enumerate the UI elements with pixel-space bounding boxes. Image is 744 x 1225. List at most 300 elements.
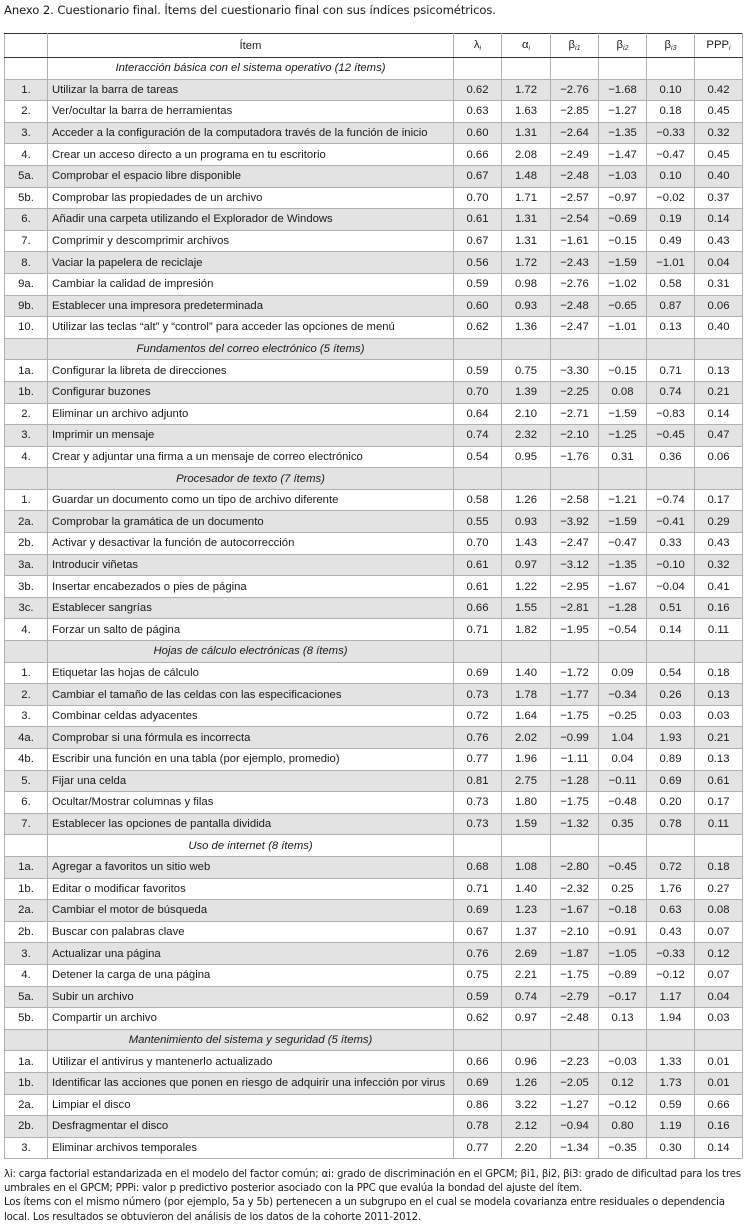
psychometric-table	[4, 33, 743, 1159]
alpha-value: 1.48	[502, 165, 551, 187]
table-row	[5, 533, 743, 555]
item-label: Comprobar la gramática de un documento	[48, 511, 454, 533]
ppp-value: 0.03	[695, 705, 743, 727]
lambda-value: 0.62	[454, 1008, 502, 1030]
ppp-value: 0.16	[695, 597, 743, 619]
section-empty-cell	[647, 835, 695, 857]
beta3-value: 0.43	[647, 921, 695, 943]
item-label: Establecer sangrías	[48, 597, 454, 619]
item-index: 2a.	[5, 1094, 48, 1116]
alpha-value: 0.74	[502, 986, 551, 1008]
beta1-value: −1.76	[551, 446, 599, 468]
beta2-value: −0.18	[599, 900, 647, 922]
beta2-value: −0.12	[599, 1094, 647, 1116]
ppp-value: 0.29	[695, 511, 743, 533]
ppp-value: 0.13	[695, 749, 743, 771]
col-alpha-header: $\alpha_i$	[502, 34, 551, 58]
lambda-value: 0.59	[454, 986, 502, 1008]
lambda-value: 0.54	[454, 446, 502, 468]
beta3-value: 1.93	[647, 727, 695, 749]
item-index: 1a.	[5, 1051, 48, 1073]
beta1-value: −2.23	[551, 1051, 599, 1073]
table-row	[5, 792, 743, 814]
beta3-value: 0.74	[647, 381, 695, 403]
item-index: 5a.	[5, 165, 48, 187]
ppp-value: 0.11	[695, 619, 743, 641]
beta1-value: −3.92	[551, 511, 599, 533]
beta1-value: −2.79	[551, 986, 599, 1008]
item-label: Utilizar el antivirus y mantenerlo actualizado	[48, 1051, 454, 1073]
table-row	[5, 986, 743, 1008]
section-empty-cell	[647, 338, 695, 360]
item-index: 4.	[5, 144, 48, 166]
section-index-cell	[5, 338, 48, 360]
table-row	[5, 381, 743, 403]
section-title: Interacción básica con el sistema operativo (12 ítems)	[48, 58, 454, 80]
item-label: Comprobar si una fórmula es incorrecta	[48, 727, 454, 749]
beta2-value: 0.25	[599, 878, 647, 900]
beta3-value: 0.13	[647, 317, 695, 339]
beta2-value: −1.25	[599, 425, 647, 447]
section-row	[5, 468, 743, 490]
alpha-value: 1.26	[502, 1072, 551, 1094]
lambda-value: 0.73	[454, 813, 502, 835]
alpha-value: 1.72	[502, 79, 551, 101]
beta1-value: −1.77	[551, 684, 599, 706]
lambda-value: 0.60	[454, 122, 502, 144]
table-row	[5, 597, 743, 619]
item-label: Ver/ocultar la barra de herramientas	[48, 101, 454, 123]
section-empty-cell	[599, 58, 647, 80]
beta2-value: −0.25	[599, 705, 647, 727]
col-item-header: Ítem	[48, 34, 454, 58]
beta3-value: 1.73	[647, 1072, 695, 1094]
beta2-value: 0.08	[599, 381, 647, 403]
beta1-value: −3.30	[551, 360, 599, 382]
beta1-value: −1.28	[551, 770, 599, 792]
beta2-value: −0.15	[599, 360, 647, 382]
item-index: 2.	[5, 684, 48, 706]
lambda-value: 0.61	[454, 554, 502, 576]
item-label: Eliminar un archivo adjunto	[48, 403, 454, 425]
alpha-value: 1.31	[502, 209, 551, 231]
item-label: Imprimir un mensaje	[48, 425, 454, 447]
header-row	[5, 34, 743, 58]
col-beta3-header: $\beta_{i3}$	[647, 34, 695, 58]
item-index: 3.	[5, 122, 48, 144]
item-label: Forzar un salto de página	[48, 619, 454, 641]
item-index: 3b.	[5, 576, 48, 598]
item-index: 3c.	[5, 597, 48, 619]
beta1-value: −1.72	[551, 662, 599, 684]
alpha-value: 0.93	[502, 511, 551, 533]
lambda-value: 0.81	[454, 770, 502, 792]
section-empty-cell	[551, 468, 599, 490]
col-index-header	[5, 34, 48, 58]
item-label: Eliminar archivos temporales	[48, 1137, 454, 1159]
table-row	[5, 425, 743, 447]
table-row	[5, 1094, 743, 1116]
section-title: Fundamentos del correo electrónico (5 ítems)	[48, 338, 454, 360]
section-row	[5, 835, 743, 857]
section-empty-cell	[502, 835, 551, 857]
alpha-value: 2.69	[502, 943, 551, 965]
item-index: 9a.	[5, 273, 48, 295]
beta3-value: 1.19	[647, 1116, 695, 1138]
beta1-value: −2.10	[551, 425, 599, 447]
item-index: 1.	[5, 489, 48, 511]
lambda-value: 0.70	[454, 381, 502, 403]
section-empty-cell	[551, 1029, 599, 1051]
beta2-value: 0.80	[599, 1116, 647, 1138]
beta1-value: −2.81	[551, 597, 599, 619]
item-label: Comprobar las propiedades de un archivo	[48, 187, 454, 209]
section-empty-cell	[551, 58, 599, 80]
table-row	[5, 360, 743, 382]
item-label: Cambiar la calidad de impresión	[48, 273, 454, 295]
alpha-value: 1.59	[502, 813, 551, 835]
beta1-value: −1.11	[551, 749, 599, 771]
beta3-value: 0.10	[647, 79, 695, 101]
ppp-value: 0.11	[695, 813, 743, 835]
section-row	[5, 58, 743, 80]
lambda-value: 0.62	[454, 317, 502, 339]
beta3-value: 0.69	[647, 770, 695, 792]
ppp-value: 0.12	[695, 943, 743, 965]
ppp-value: 0.40	[695, 317, 743, 339]
alpha-value: 2.10	[502, 403, 551, 425]
item-label: Comprimir y descomprimir archivos	[48, 230, 454, 252]
table-notes	[4, 1168, 742, 1225]
table-row	[5, 144, 743, 166]
item-label: Subir un archivo	[48, 986, 454, 1008]
alpha-value: 1.39	[502, 381, 551, 403]
beta1-value: −2.47	[551, 317, 599, 339]
beta3-value: 0.14	[647, 619, 695, 641]
beta3-value: 0.71	[647, 360, 695, 382]
beta2-value: −1.47	[599, 144, 647, 166]
table-row	[5, 122, 743, 144]
section-empty-cell	[599, 1029, 647, 1051]
beta3-value: 0.49	[647, 230, 695, 252]
item-label: Compartir un archivo	[48, 1008, 454, 1030]
table-row	[5, 554, 743, 576]
beta3-value: −0.33	[647, 122, 695, 144]
alpha-value: 1.26	[502, 489, 551, 511]
beta2-value: −0.45	[599, 856, 647, 878]
item-label: Combinar celdas adyacentes	[48, 705, 454, 727]
item-label: Limpiar el disco	[48, 1094, 454, 1116]
lambda-value: 0.67	[454, 921, 502, 943]
beta2-value: 0.35	[599, 813, 647, 835]
item-index: 1.	[5, 662, 48, 684]
beta3-value: 0.78	[647, 813, 695, 835]
col-beta2-header: $\beta_{i2}$	[599, 34, 647, 58]
beta2-value: 0.09	[599, 662, 647, 684]
item-label: Establecer las opciones de pantalla dividida	[48, 813, 454, 835]
beta3-value: 0.20	[647, 792, 695, 814]
lambda-value: 0.76	[454, 943, 502, 965]
section-empty-cell	[551, 641, 599, 663]
ppp-value: 0.08	[695, 900, 743, 922]
lambda-value: 0.63	[454, 101, 502, 123]
lambda-value: 0.66	[454, 144, 502, 166]
ppp-value: 0.06	[695, 446, 743, 468]
beta1-value: −1.34	[551, 1137, 599, 1159]
item-index: 1b.	[5, 878, 48, 900]
lambda-value: 0.70	[454, 533, 502, 555]
lambda-value: 0.69	[454, 662, 502, 684]
item-index: 4.	[5, 446, 48, 468]
beta3-value: 0.03	[647, 705, 695, 727]
item-index: 2.	[5, 101, 48, 123]
lambda-value: 0.64	[454, 403, 502, 425]
beta1-value: −2.43	[551, 252, 599, 274]
item-label: Buscar con palabras clave	[48, 921, 454, 943]
table-row	[5, 1116, 743, 1138]
beta1-value: −2.49	[551, 144, 599, 166]
table-row	[5, 252, 743, 274]
table-row	[5, 403, 743, 425]
item-label: Utilizar la barra de tareas	[48, 79, 454, 101]
lambda-value: 0.72	[454, 705, 502, 727]
ppp-value: 0.14	[695, 403, 743, 425]
beta3-value: 0.36	[647, 446, 695, 468]
lambda-value: 0.60	[454, 295, 502, 317]
alpha-value: 1.22	[502, 576, 551, 598]
section-empty-cell	[695, 835, 743, 857]
item-label: Acceder a la configuración de la computadora través de la función de inicio	[48, 122, 454, 144]
beta1-value: −2.48	[551, 295, 599, 317]
item-index: 5b.	[5, 1008, 48, 1030]
table-row	[5, 1137, 743, 1159]
item-index: 2.	[5, 403, 48, 425]
lambda-value: 0.61	[454, 209, 502, 231]
beta3-value: 0.19	[647, 209, 695, 231]
beta2-value: −1.67	[599, 576, 647, 598]
item-index: 3a.	[5, 554, 48, 576]
table-row	[5, 921, 743, 943]
alpha-value: 0.96	[502, 1051, 551, 1073]
table-row	[5, 662, 743, 684]
section-empty-cell	[454, 1029, 502, 1051]
item-index: 4a.	[5, 727, 48, 749]
beta2-value: −1.27	[599, 101, 647, 123]
table-row	[5, 209, 743, 231]
alpha-value: 1.40	[502, 662, 551, 684]
section-empty-cell	[599, 641, 647, 663]
table-row	[5, 856, 743, 878]
beta1-value: −3.12	[551, 554, 599, 576]
table-caption: Anexo 2. Cuestionario final. Ítems del cuestionario final con sus índices psicométricos.	[4, 3, 496, 17]
item-label: Actualizar una página	[48, 943, 454, 965]
lambda-value: 0.58	[454, 489, 502, 511]
beta3-value: −0.45	[647, 425, 695, 447]
beta3-value: 0.63	[647, 900, 695, 922]
alpha-value: 0.75	[502, 360, 551, 382]
beta1-value: −1.75	[551, 705, 599, 727]
col-beta1-header: $\beta_{i1}$	[551, 34, 599, 58]
item-index: 5b.	[5, 187, 48, 209]
section-empty-cell	[599, 338, 647, 360]
ppp-value: 0.27	[695, 878, 743, 900]
beta2-value: −1.21	[599, 489, 647, 511]
item-index: 1.	[5, 79, 48, 101]
table-row	[5, 727, 743, 749]
ppp-value: 0.07	[695, 921, 743, 943]
section-title: Hojas de cálculo electrónicas (8 ítems)	[48, 641, 454, 663]
beta1-value: −2.71	[551, 403, 599, 425]
ppp-value: 0.01	[695, 1051, 743, 1073]
table-body	[5, 58, 743, 1159]
ppp-value: 0.21	[695, 727, 743, 749]
table-row	[5, 295, 743, 317]
beta2-value: −0.89	[599, 964, 647, 986]
beta1-value: −1.87	[551, 943, 599, 965]
beta1-value: −2.48	[551, 1008, 599, 1030]
section-title: Mantenimiento del sistema y seguridad (5 ítems)	[48, 1029, 454, 1051]
table-row	[5, 749, 743, 771]
item-label: Detener la carga de una página	[48, 964, 454, 986]
beta3-value: −0.02	[647, 187, 695, 209]
section-empty-cell	[599, 468, 647, 490]
beta2-value: −1.03	[599, 165, 647, 187]
table-row	[5, 878, 743, 900]
item-index: 4.	[5, 619, 48, 641]
item-index: 3.	[5, 943, 48, 965]
ppp-value: 0.13	[695, 360, 743, 382]
section-empty-cell	[502, 1029, 551, 1051]
alpha-value: 2.21	[502, 964, 551, 986]
section-empty-cell	[502, 641, 551, 663]
beta3-value: 0.87	[647, 295, 695, 317]
beta3-value: 0.18	[647, 101, 695, 123]
table-row	[5, 1072, 743, 1094]
section-index-cell	[5, 835, 48, 857]
alpha-value: 1.78	[502, 684, 551, 706]
alpha-value: 1.82	[502, 619, 551, 641]
beta3-value: −0.83	[647, 403, 695, 425]
beta1-value: −2.10	[551, 921, 599, 943]
table-row	[5, 1051, 743, 1073]
table-row	[5, 446, 743, 468]
section-empty-cell	[695, 338, 743, 360]
alpha-value: 0.98	[502, 273, 551, 295]
section-empty-cell	[695, 58, 743, 80]
lambda-value: 0.66	[454, 597, 502, 619]
section-empty-cell	[647, 1029, 695, 1051]
alpha-value: 1.80	[502, 792, 551, 814]
ppp-value: 0.42	[695, 79, 743, 101]
section-empty-cell	[599, 835, 647, 857]
item-label: Insertar encabezados o pies de página	[48, 576, 454, 598]
beta2-value: −1.59	[599, 252, 647, 274]
alpha-value: 3.22	[502, 1094, 551, 1116]
beta1-value: −2.57	[551, 187, 599, 209]
lambda-value: 0.78	[454, 1116, 502, 1138]
section-index-cell	[5, 58, 48, 80]
ppp-value: 0.07	[695, 964, 743, 986]
item-label: Crear un acceso directo a un programa en tu escritorio	[48, 144, 454, 166]
alpha-value: 1.72	[502, 252, 551, 274]
ppp-value: 0.40	[695, 165, 743, 187]
beta1-value: −1.32	[551, 813, 599, 835]
beta3-value: 0.10	[647, 165, 695, 187]
item-label: Etiquetar las hojas de cálculo	[48, 662, 454, 684]
table-row	[5, 101, 743, 123]
item-index: 3.	[5, 705, 48, 727]
table-row	[5, 943, 743, 965]
section-empty-cell	[502, 468, 551, 490]
beta2-value: −1.35	[599, 122, 647, 144]
alpha-value: 1.64	[502, 705, 551, 727]
beta1-value: −1.67	[551, 900, 599, 922]
table-row	[5, 165, 743, 187]
lambda-value: 0.62	[454, 79, 502, 101]
beta3-value: −0.33	[647, 943, 695, 965]
beta1-value: −0.94	[551, 1116, 599, 1138]
ppp-value: 0.16	[695, 1116, 743, 1138]
beta2-value: 0.04	[599, 749, 647, 771]
alpha-value: 2.75	[502, 770, 551, 792]
alpha-value: 1.37	[502, 921, 551, 943]
alpha-value: 1.63	[502, 101, 551, 123]
alpha-value: 2.12	[502, 1116, 551, 1138]
section-empty-cell	[454, 835, 502, 857]
beta2-value: −1.28	[599, 597, 647, 619]
ppp-value: 0.66	[695, 1094, 743, 1116]
ppp-value: 0.06	[695, 295, 743, 317]
table-row	[5, 317, 743, 339]
item-label: Cambiar el tamaño de las celdas con las especificaciones	[48, 684, 454, 706]
table-row	[5, 770, 743, 792]
ppp-value: 0.61	[695, 770, 743, 792]
alpha-value: 0.97	[502, 1008, 551, 1030]
beta3-value: 1.94	[647, 1008, 695, 1030]
alpha-value: 1.31	[502, 230, 551, 252]
item-label: Identificar las acciones que ponen en riesgo de adquirir una infección por virus	[48, 1072, 454, 1094]
table-row	[5, 813, 743, 835]
item-index: 10.	[5, 317, 48, 339]
section-row	[5, 1029, 743, 1051]
beta2-value: −1.35	[599, 554, 647, 576]
ppp-value: 0.31	[695, 273, 743, 295]
ppp-value: 0.32	[695, 122, 743, 144]
lambda-value: 0.75	[454, 964, 502, 986]
beta3-value: 0.51	[647, 597, 695, 619]
lambda-value: 0.86	[454, 1094, 502, 1116]
ppp-value: 0.18	[695, 662, 743, 684]
lambda-value: 0.67	[454, 165, 502, 187]
col-ppp-header: $PPP_i$	[695, 34, 743, 58]
beta1-value: −2.25	[551, 381, 599, 403]
alpha-value: 0.93	[502, 295, 551, 317]
alpha-value: 1.08	[502, 856, 551, 878]
beta3-value: −0.12	[647, 964, 695, 986]
item-index: 6.	[5, 792, 48, 814]
section-empty-cell	[647, 58, 695, 80]
beta2-value: −0.34	[599, 684, 647, 706]
alpha-value: 1.23	[502, 900, 551, 922]
table-row	[5, 1008, 743, 1030]
beta3-value: 1.33	[647, 1051, 695, 1073]
item-label: Cambiar el motor de búsqueda	[48, 900, 454, 922]
table-row	[5, 964, 743, 986]
item-label: Fijar una celda	[48, 770, 454, 792]
item-label: Introducir viñetas	[48, 554, 454, 576]
ppp-value: 0.47	[695, 425, 743, 447]
beta2-value: −1.02	[599, 273, 647, 295]
